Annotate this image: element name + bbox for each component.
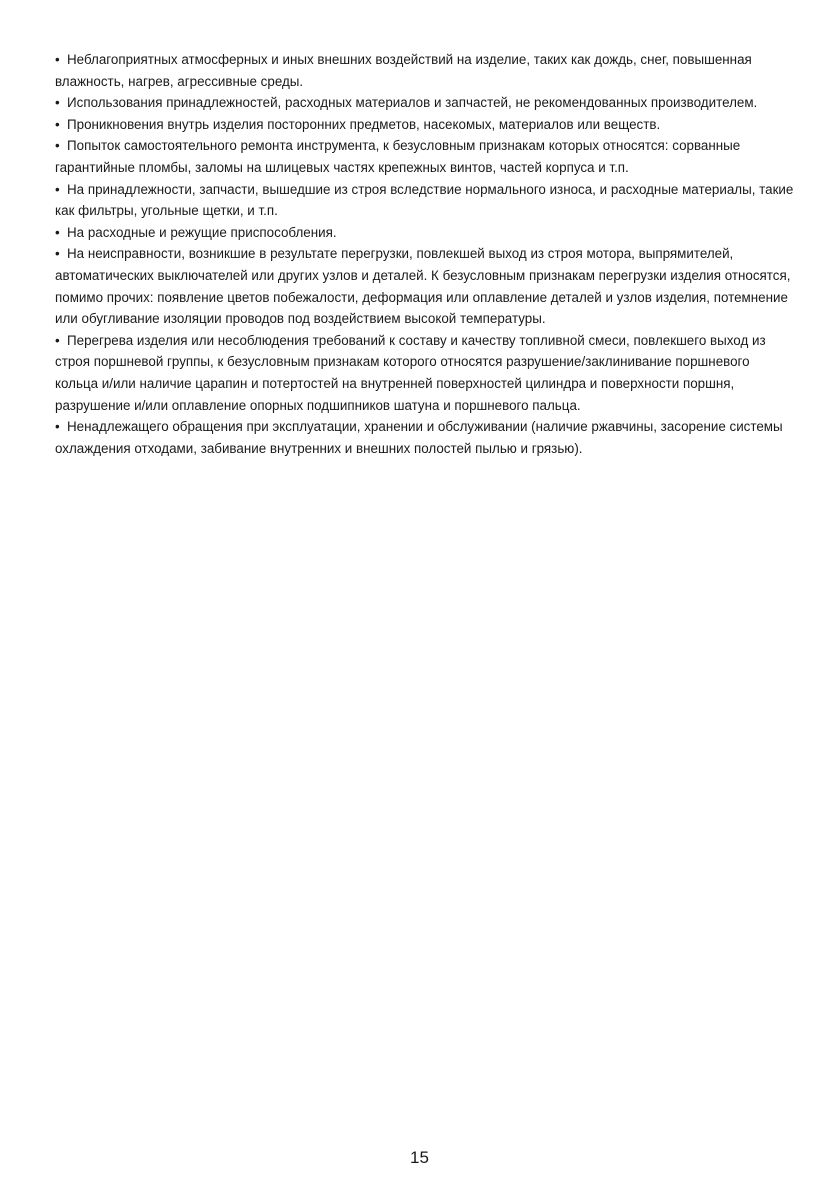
bullet: • <box>55 52 60 67</box>
list-item <box>55 416 795 459</box>
list-item-text: Неблагоприятных атмосферных и иных внешних воздействий на изделие, таких как дождь, снег, повышенная влажность, нагрев, агрессивные среды. <box>55 52 752 89</box>
list-item-text: На расходные и режущие приспособления. <box>67 224 337 240</box>
list-item <box>55 330 795 416</box>
list-item <box>55 179 795 222</box>
bullet: • <box>55 95 60 111</box>
bullet: • <box>55 246 60 262</box>
bullet: • <box>55 138 60 154</box>
bullet: • <box>55 181 60 197</box>
list-item-text: Перегрева изделия или несоблюдения требований к составу и качеству топливной смеси, повлекшего выход из строя поршневой группы, к безусловным признакам которого относятся разрушение/заклинивание поршневого кольца и/или наличие царапин и потертостей на внутренней поверхностей цилиндра и поверхности поршня, разрушение и/или оплавление опорных подшипников шатуна и поршневого пальца. <box>55 332 766 413</box>
list-item <box>55 135 795 178</box>
warranty-exclusions-list <box>55 49 795 459</box>
list-item-text: Ненадлежащего обращения при эксплуатации, хранении и обслуживании (наличие ржавчины, засорение системы охлаждения отходами, забивание внутренних и внешних полостей пылью и грязью). <box>55 419 783 456</box>
list-item-text: На неисправности, возникшие в результате перегрузки, повлекшей выход из строя мотора, выпрямителей, автоматических выключателей или других узлов и деталей. К безусловным признакам перегрузки изделия относятся, помимо прочих: появление цветов побежалости, деформация или оплавление деталей и узлов изделия, потемнение или обугливание изоляции проводов под воздействием высокой температуры. <box>55 246 791 327</box>
bullet: • <box>55 419 60 435</box>
list-item <box>55 222 795 244</box>
bullet: • <box>55 332 60 348</box>
list-item-text: Использования принадлежностей, расходных материалов и запчастей, не рекомендованных производителем. <box>67 95 758 111</box>
list-item-text: Попыток самостоятельного ремонта инструмента, к безусловным признакам которых относятся: сорванные гарантийные пломбы, заломы на шлицевых частях крепежных винтов, частей корпуса и т.п. <box>55 138 741 175</box>
list-item-text: На принадлежности, запчасти, вышедшие из строя вследствие нормального износа, и расходные материалы, такие как фильтры, угольные щетки, и т.п. <box>55 181 794 219</box>
list-item <box>55 92 795 114</box>
list-item <box>55 114 795 136</box>
list-item <box>55 49 795 92</box>
list-item-text: Проникновения внутрь изделия посторонних предметов, насекомых, материалов или веществ. <box>67 116 661 132</box>
page-number: 15 <box>410 1148 429 1167</box>
bullet: • <box>55 116 60 132</box>
list-item <box>55 243 795 329</box>
bullet: • <box>55 224 60 240</box>
